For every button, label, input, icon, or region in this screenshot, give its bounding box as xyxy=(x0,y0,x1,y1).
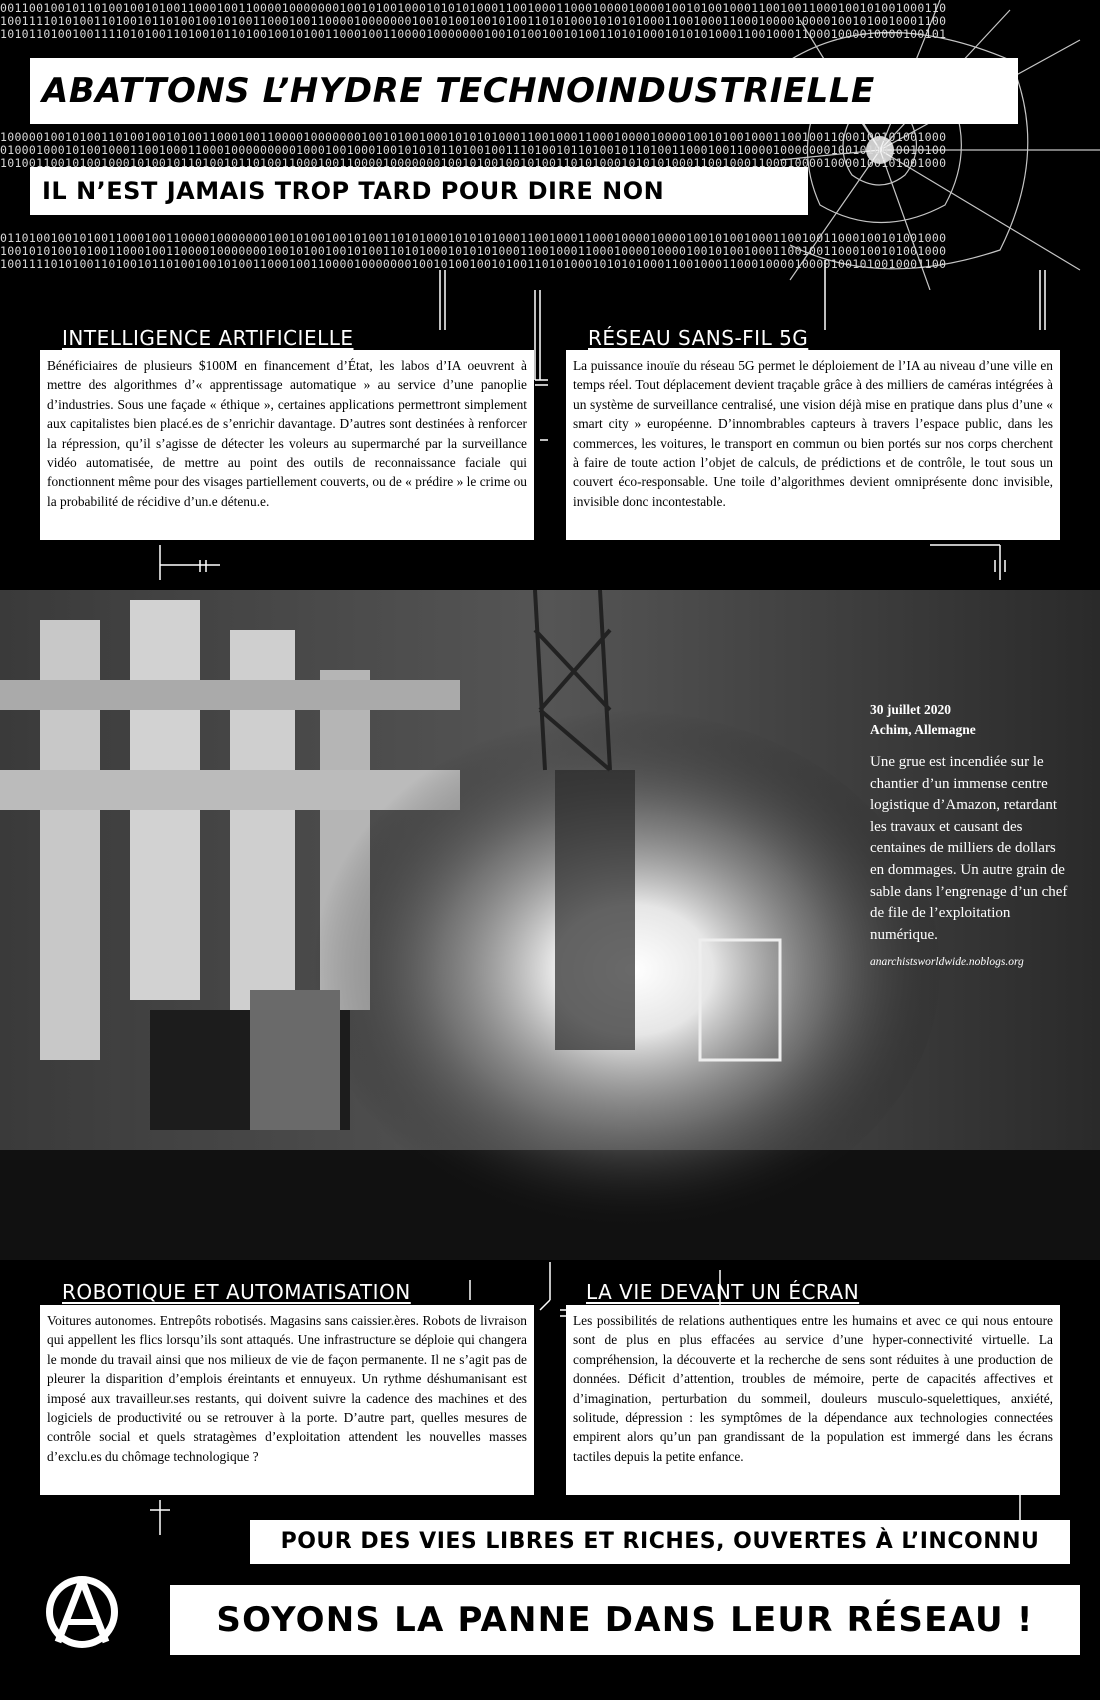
binary-pattern-middle: 10000010010100110100100101001100010011000010000000100101001000101010100011001000110001000010000100101001000110010011000100101001000 01000100010100100011001000110001000000000100010010001001010101101001001110100101101001011010011000100110000100000001001010010010100 10100110010100100010100101101001011010011000100110000100000001001010010010100110101000101010100011001000110001000010000100101001000 xyxy=(0,131,947,170)
binary-pattern-top: 00110010010110100100101001100010011000010000000100101001000101010100011001000110001000010000100101001000110010011000100101001000110 10011110101001101001011010010010100110001001100001000000010010100100101001101010001010101000110010001100010000100001001010010001100 10101101001001111010100110100101101001001010011000100110000100000001001010010010100110101000101010100011001000110001000010000100101 xyxy=(0,2,947,41)
section-text-ia: Bénéficiaires de plusieurs $100M en financement d’État, les labos d’IA oeuvrent à mettre des algorithmes d’« apprentissage automatique » au service d’une panoplie d’industries. Sous une façade « éthique », certaines applications permettront simplement aux capitalistes bien placé.es de s’enrichir davantage. D’autres sont destinées à renforcer la répression, qu’il s’agisse de détecter les voleurs au supermarché par la surveillance vidéo automatisée, de mettre au point des outils de reconnaissance faciale qui fonctionnent même pour des visages partiellement couverts, ou de « prédire » le crime ou la probabilité de récidive d’un.e détenu.e. xyxy=(40,350,534,540)
anarchy-symbol-icon xyxy=(42,1572,122,1652)
caption-source: anarchistsworldwide.noblogs.org xyxy=(870,956,1024,969)
photo-caption xyxy=(870,700,1070,968)
section-text-robotique: Voitures autonomes. Entrepôts robotisés. Magasins sans caissier.ères. Robots de livraison qui appellent les flics lorsqu’ils sont attaqués. Une infrastructure se déploie qui changera le monde du travail ainsi que nos milieux de vie de façon permanente. Il ne s’agit pas de pleurer la disparition d’emplois éreintants et ennuyeux. Un rythme déshumanisant est imposé aux travailleur.ses restants, qui doivent suivre la cadence des machines et des logiciels de productivité ou se retrouver à la porte. D’autre part, quelles mesures de contrôle social et quels stratagèmes d’exploitation attendent les nouvelles masses d’exclu.es du chômage technologique ? xyxy=(40,1305,534,1495)
section-text-ecran: Les possibilités de relations authentiques entre les humains et avec ce qui nous entoure sont de plus en plus effacées au service d’une hyper-connectivité virtuelle. La compréhension, la découverte et la recherche de sens sont réduites à une production de données. Déficit d’attention, troubles de mémoire, perte de capacités affectives et d’imagination, perturbation du sommeil, douleurs musculo-squelettiques, anxiété, solitude, dépression : les symptômes de la dépendance aux technologies connectées empirent alors qu’un pan grandissant de la population est immergé dans les écrans tactiles depuis la petite enfance. xyxy=(566,1305,1060,1495)
section-heading-ia: INTELLIGENCE ARTIFICIELLE xyxy=(62,326,354,350)
section-heading-robotique: ROBOTIQUE ET AUTOMATISATION xyxy=(62,1280,411,1304)
slogan-large: SOYONS LA PANNE DANS LEUR RÉSEAU ! xyxy=(170,1585,1080,1655)
caption-place: Achim, Allemagne xyxy=(870,722,976,737)
section-text-5g: La puissance inouïe du réseau 5G permet le déploiement de l’IA au niveau d’une ville en temps réel. Tout déplacement devient traçable grâce à des milliers de caméras intégrées à un système de surveillance centralisé, une vision déjà mise en pratique dans plus d’une « smart city » européenne. D’innombrables capteurs à travers l’espace public, dans les commerces, les voitures, le transport en commun ou bien portés sur nos corps cherchent à faire de toute action l’objet de calculs, de prédictions et de contrôle, le tout sous un couvert éco-responsable. Une toile d’algorithmes devient omniprésente donc invisible, invisible donc incontestable. xyxy=(566,350,1060,540)
page-title: ABATTONS L’HYDRE TECHNOINDUSTRIELLE xyxy=(30,58,1018,124)
caption-date: 30 juillet 2020 xyxy=(870,702,951,717)
binary-pattern-lower: 01101001001010011000100110000100000001001010010010100110101000101010100011001000110001000010000100101001000110010011000100101001000 10010101001010011000100110000100000001001010010010100110101000101010100011001000110001000010000100101001000110010011000100101001000 10011110101001101001011010010010100110001001100001000000010010100100101001101010001010101000110010001100010000100001001010010001100 xyxy=(0,232,947,271)
slogan-small: POUR DES VIES LIBRES ET RICHES, OUVERTES À L’INCONNU xyxy=(250,1520,1070,1564)
page-subtitle: IL N’EST JAMAIS TROP TARD POUR DIRE NON xyxy=(30,167,808,215)
section-heading-ecran: LA VIE DEVANT UN ÉCRAN xyxy=(586,1280,860,1304)
section-heading-5g: RÉSEAU SANS-FIL 5G xyxy=(588,326,809,350)
caption-body: Une grue est incendiée sur le chantier d’un immense centre logistique d’Amazon, retardant les travaux et causant des centaines de milliers de dollars en dommages. Un autre grain de sable dans l’engrenage d’un chef de file de l’exploitation numérique. xyxy=(870,754,1068,943)
